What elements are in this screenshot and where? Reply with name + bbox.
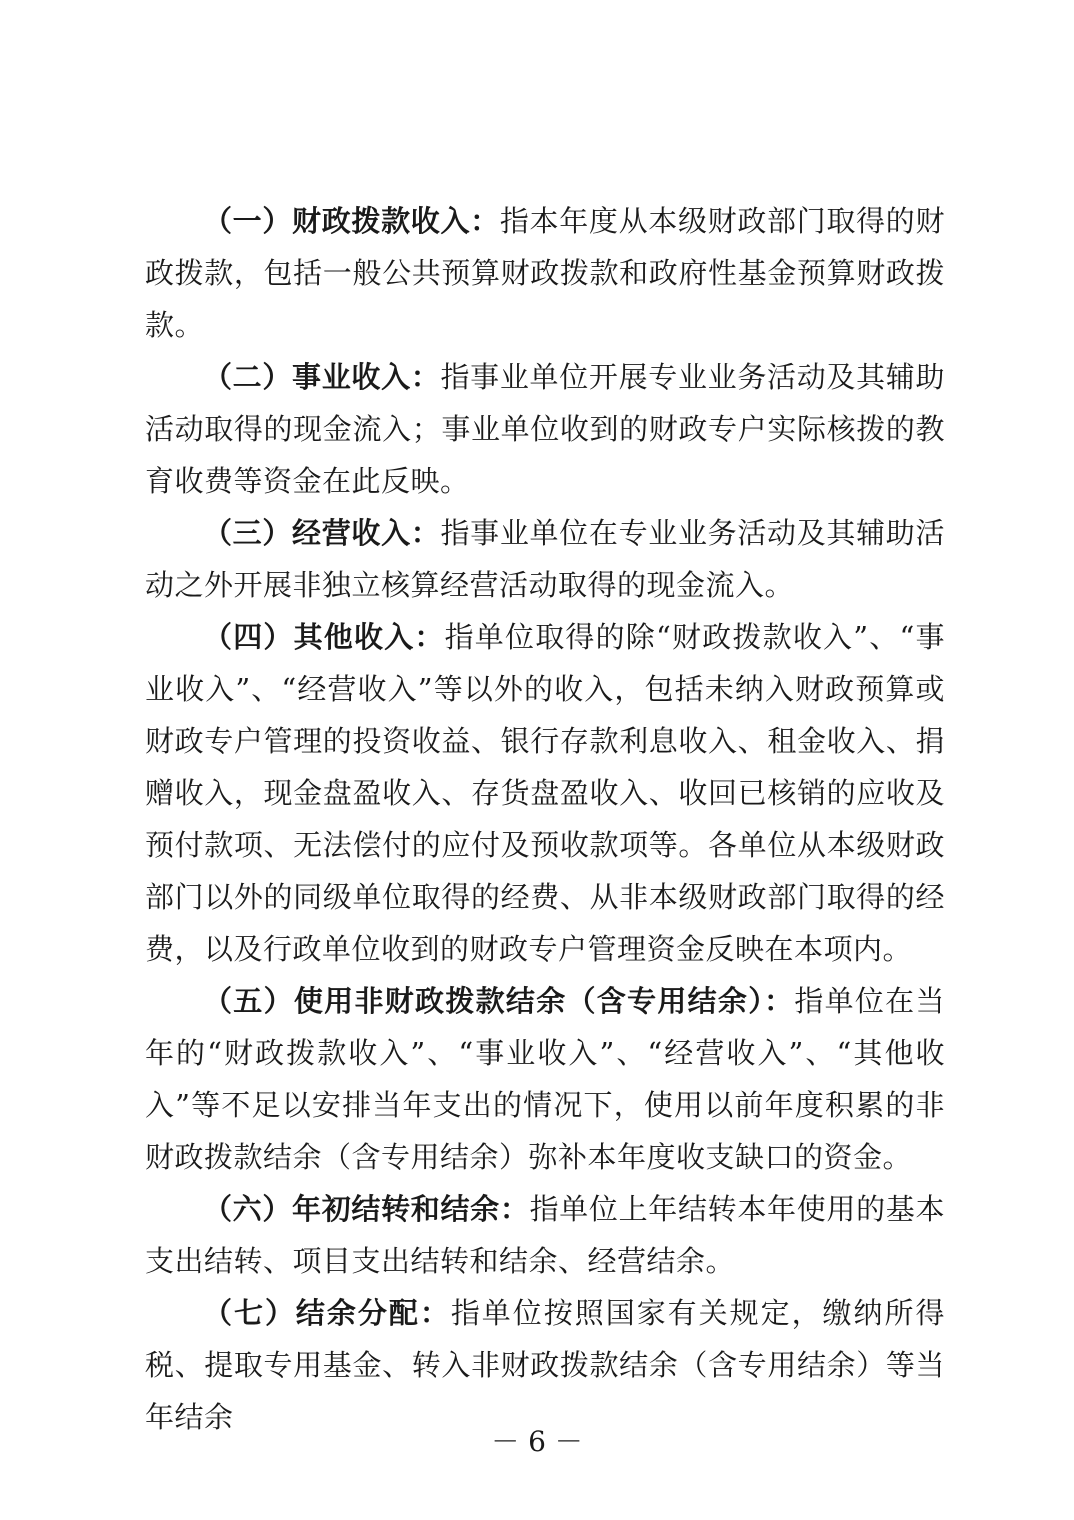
- page-number: － 6 －: [491, 1425, 583, 1458]
- term-label: （三）经营收入：: [203, 516, 441, 550]
- paragraph-text: 指事业单位开展专业业务活动及其辅助活动取得的现金流入；事业单位收到的财政专户实际核拨的教育收费等资金在此反映。: [145, 360, 945, 498]
- paragraph-other-income: [145, 611, 945, 975]
- paragraph-operating-income: [145, 507, 945, 611]
- paragraph-text: 指事业单位在专业业务活动及其辅助活动之外开展非独立核算经营活动取得的现金流入。: [145, 516, 945, 602]
- paragraph-text: 指单位取得的除“财政拨款收入”、“事业收入”、“经营收入”等以外的收入，包括未纳入财政预算或财政专户管理的投资收益、银行存款利息收入、租金收入、捐赠收入，现金盘盈收入、存货盘盈收入、收回已核销的应收及预付款项、无法偿付的应付及预收款项等。各单位从本级财政部门以外的同级单位取得的经费、从非本级财政部门取得的经费，以及行政单位收到的财政专户管理资金反映在本项内。: [145, 620, 945, 966]
- term-label: （七）结余分配：: [203, 1296, 451, 1330]
- paragraph-fiscal-appropriation-income: [145, 195, 945, 351]
- document-body: [145, 195, 945, 1443]
- term-label: （六）年初结转和结余：: [203, 1192, 530, 1226]
- term-label: （一）财政拨款收入：: [203, 204, 500, 238]
- paragraph-text: 指单位上年结转本年使用的基本支出结转、项目支出结转和结余、经营结余。: [145, 1192, 945, 1278]
- paragraph-text: 指单位在当年的“财政拨款收入”、“事业收入”、“经营收入”、“其他收入”等不足以安排当年支出的情况下，使用以前年度积累的非财政拨款结余（含专用结余）弥补本年度收支缺口的资金。: [145, 984, 945, 1174]
- paragraph-carryover-balance: [145, 1183, 945, 1287]
- term-label: （五）使用非财政拨款结余（含专用结余）：: [203, 984, 795, 1018]
- term-label: （二）事业收入：: [203, 360, 441, 394]
- paragraph-business-income: [145, 351, 945, 507]
- paragraph-text: 指本年度从本级财政部门取得的财政拨款，包括一般公共预算财政拨款和政府性基金预算财政拨款。: [145, 204, 945, 342]
- paragraph-text: 指单位按照国家有关规定，缴纳所得税、提取专用基金、转入非财政拨款结余（含专用结余）等当年结余: [145, 1296, 945, 1434]
- paragraph-non-fiscal-balance-use: [145, 975, 945, 1183]
- term-label: （四）其他收入：: [203, 620, 445, 654]
